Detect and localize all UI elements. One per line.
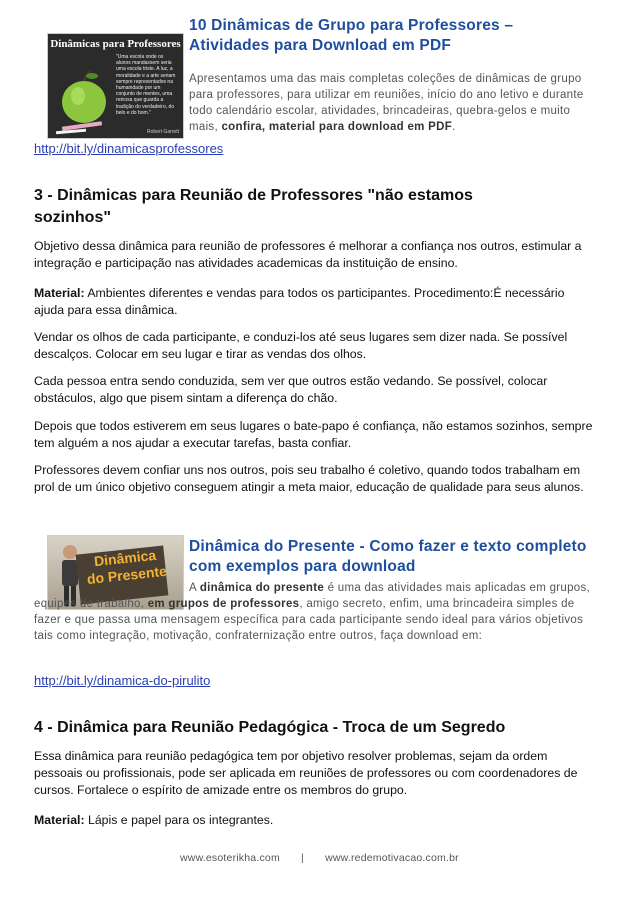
promo1-thumb-quote: "Uma escola onde os alunos mandassem seria uma escola triste. A luz, a moralidade e a arte seriam sempre representados na humanidade por um conjunto de mentes, uma reinosa que guarda a tradição do verdadeiro, do belo e do bom." xyxy=(116,54,176,116)
section3-p3: Depois que todos estiverem em seus lugares o bate-papo é confiança, não estamos sozinhos, sempre tem alguém a nos ajudar a executar tarefas, basta confiar. xyxy=(34,419,593,450)
promo1-text xyxy=(189,71,594,135)
promo2-thumb-title-line2: do Presente xyxy=(86,562,168,588)
section4-heading: 4 - Dinâmica para Reunião Pedagógica - Troca de um Segredo xyxy=(34,719,506,736)
promo2-t1: A xyxy=(189,582,200,594)
promo1-text-plain: Apresentamos uma das mais completas coleções de dinâmicas de grupo para professores, para utilizar em reuniões, início do ano letivo e durante todo calendário escolar, atividades, brincadeiras, quebra-gelos e muito mais, xyxy=(189,73,584,133)
promo2-title[interactable]: Dinâmica do Presente - Como fazer e texto completo com exemplos para download xyxy=(189,538,587,575)
promo2-t2: é uma das atividades mais aplicadas em grupos, equipes de trabalho, xyxy=(34,582,591,610)
section4-material-text: Lápis e papel para os integrantes. xyxy=(84,813,274,827)
promo1-thumbnail[interactable] xyxy=(47,33,184,139)
promo2-text xyxy=(34,580,604,644)
promo1-text-end: . xyxy=(452,121,456,133)
promo1-thumb-title: Dinâmicas para Professores xyxy=(50,38,181,50)
section3-p4: Professores devem confiar uns nos outros, pois seu trabalho é coletivo, quando todos trabalham em prol de um único objetivo conseguem atingir a meta maior, educação de qualidade para seus alunos. xyxy=(34,463,584,494)
promo1-link[interactable]: http://bit.ly/dinamicasprofessores xyxy=(34,141,224,156)
promo1-thumb-author: Robert Garrett xyxy=(147,129,179,135)
section4-material xyxy=(34,812,594,829)
section3-p2: Cada pessoa entra sendo conduzida, sem ver que outros estão vedando. Se possível, colocar obstáculos, algo que pisem sintam a diferença do chão. xyxy=(34,374,548,405)
promo1-text-bold: confira, material para download em PDF xyxy=(221,121,453,133)
footer-link-left[interactable]: www.esoterikha.com xyxy=(180,852,280,864)
footer xyxy=(180,852,480,864)
promo2-thumb-title-line1: Dinâmica xyxy=(93,546,157,570)
promo1-title[interactable]: 10 Dinâmicas de Grupo para Professores – Atividades para Download em PDF xyxy=(189,17,514,54)
section3-intro: Objetivo dessa dinâmica para reunião de professores é melhorar a confiança nos outros, estimular a integração e participação nas atividades academicas da instituição de ensino. xyxy=(34,239,582,270)
footer-link-right[interactable]: www.redemotivacao.com.br xyxy=(325,852,459,864)
promo2-b1: dinâmica do presente xyxy=(199,582,325,594)
section3-p1: Vendar os olhos de cada participante, e conduzi-los até seus lugares sem dizer nada. Se possível descalços. Colocar em seu lugar e tirar as vendas dos olhos. xyxy=(34,330,568,361)
section4-material-label: Material: xyxy=(34,813,85,827)
section4-intro: Essa dinâmica para reunião pedagógica tem por objetivo resolver problemas, sejam da ordem pessoais ou profissionais, pode ser aplicada em reuniões de professores ou com coordenadores de cursos. Fortalece o espírito de amizade entre os membros do grupo. xyxy=(34,749,578,797)
section3-material-text: Ambientes diferentes e vendas para todos os participantes. Procedimento:É necessário ajuda para essa dinâmica. xyxy=(34,286,565,317)
section3-material xyxy=(34,285,594,319)
section3-heading: 3 - Dinâmicas para Reunião de Professores "não estamos sozinhos" xyxy=(34,187,473,226)
promo2-t3: , amigo secreto, enfim, uma brincadeira simples de fazer e que passa uma mensagem específica para cada participante sendo ideal para vários objetivos tais como integração, motivação, confraternização entre outros, faça download em: xyxy=(34,598,584,642)
promo2-link[interactable]: http://bit.ly/dinamica-do-pirulito xyxy=(34,673,211,688)
section3-material-label: Material: xyxy=(34,286,85,300)
footer-separator: | xyxy=(301,852,304,864)
promo2-b2: em grupos de professores xyxy=(147,598,300,610)
